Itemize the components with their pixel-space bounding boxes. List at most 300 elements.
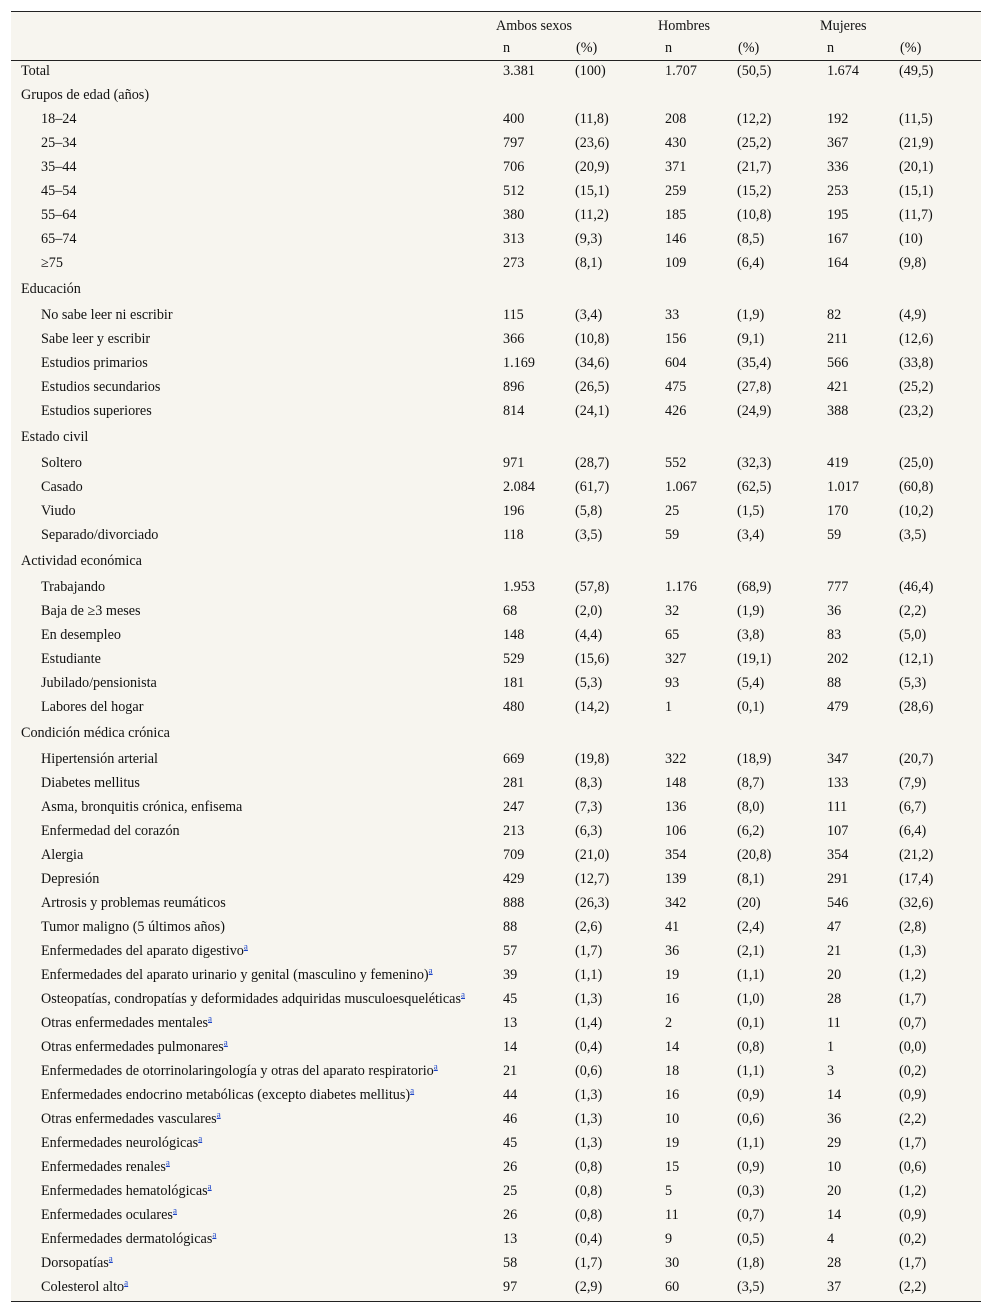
cell-pct: (11,2) (575, 207, 609, 223)
table-row (11, 965, 981, 989)
cell-pct: (1,7) (899, 991, 927, 1007)
cell-n: 259 (665, 183, 687, 199)
cell-n: 1.707 (665, 63, 697, 79)
cell-pct: (5,3) (899, 675, 927, 691)
cell-pct: (2,8) (899, 919, 927, 935)
cell-pct: (19,8) (575, 751, 610, 767)
table-row (11, 1013, 981, 1037)
table-row (11, 1253, 981, 1277)
cell-n: 59 (665, 527, 680, 543)
cell-pct: (1,4) (575, 1015, 603, 1031)
footnote-marker (124, 1277, 128, 1287)
cell-n: 167 (827, 231, 849, 247)
cell-pct: (25,2) (737, 135, 772, 151)
row-label-text: No sabe leer ni escribir (41, 307, 173, 323)
table-row (11, 697, 981, 721)
cell-pct: (0,0) (899, 1039, 927, 1055)
cell-pct: (8,3) (575, 775, 603, 791)
cell-pct: (35,4) (737, 355, 772, 371)
cell-pct: (4,9) (899, 307, 927, 323)
cell-pct: (26,3) (575, 895, 610, 911)
footnote-marker (244, 941, 248, 951)
footnote-marker (173, 1205, 177, 1215)
cell-n: 68 (503, 603, 518, 619)
cell-n: 28 (827, 1255, 842, 1271)
cell-pct: (12,2) (737, 111, 772, 127)
cell-pct: (1,1) (737, 1135, 765, 1151)
cell-n: 380 (503, 207, 525, 223)
table-row (11, 1109, 981, 1133)
row-label-text: Baja de ≥3 meses (41, 603, 141, 619)
cell-n: 322 (665, 751, 687, 767)
cell-n: 709 (503, 847, 525, 863)
cell-pct: (2,2) (899, 1279, 927, 1295)
row-label-text: Enfermedades dermatológicas (41, 1231, 213, 1247)
cell-n: 4 (827, 1231, 835, 1247)
cell-n: 59 (827, 527, 842, 543)
cell-pct: (60,8) (899, 479, 934, 495)
table-row (11, 773, 981, 797)
cell-n: 47 (827, 919, 842, 935)
cell-n: 115 (503, 307, 524, 323)
cell-n: 3.381 (503, 63, 535, 79)
footnote-marker (208, 1181, 212, 1191)
cell-pct: (1,7) (899, 1255, 927, 1271)
row-label (11, 1157, 495, 1181)
cell-pct: (8,0) (737, 799, 765, 815)
cell-pct: (33,8) (899, 355, 934, 371)
cell-n: 327 (665, 651, 687, 667)
row-label (11, 477, 495, 501)
cell-pct: (9,1) (737, 331, 765, 347)
cell-n: 706 (503, 159, 525, 175)
cell-pct (737, 549, 819, 577)
row-label-text: En desempleo (41, 627, 121, 643)
cell-n (495, 425, 575, 453)
section-row (11, 721, 981, 749)
row-label (11, 1109, 495, 1133)
cell-pct: (20,8) (737, 847, 772, 863)
cell-pct: (0,9) (899, 1207, 927, 1223)
cell-n: 195 (827, 207, 849, 223)
footnote-link[interactable]: a (216, 1109, 221, 1120)
row-label (11, 353, 495, 377)
footnote-marker (410, 1085, 414, 1095)
cell-pct: (6,4) (899, 823, 927, 839)
row-label (11, 1253, 495, 1277)
cell-pct: (5,0) (899, 627, 927, 643)
data-table-container (11, 11, 981, 1302)
cell-pct: (34,6) (575, 355, 610, 371)
table-row (11, 61, 981, 86)
cell-pct: (0,9) (899, 1087, 927, 1103)
cell-n: 13 (503, 1015, 518, 1031)
header-group-mujeres: Mujeres (820, 18, 867, 34)
cell-n: 10 (665, 1111, 680, 1127)
table-row (11, 869, 981, 893)
cell-pct: (28,6) (899, 699, 934, 715)
cell-n: 336 (827, 159, 849, 175)
cell-pct: (1,3) (575, 991, 603, 1007)
row-label-text: Actividad económica (21, 553, 142, 569)
footnote-link[interactable]: a (198, 1133, 203, 1144)
row-label-text: 65–74 (41, 231, 77, 247)
cell-n: 36 (665, 943, 680, 959)
cell-pct: (49,5) (899, 63, 934, 79)
cell-pct: (4,4) (575, 627, 603, 643)
cell-n: 475 (665, 379, 687, 395)
row-label-text: Total (21, 63, 50, 79)
cell-pct: (0,7) (737, 1207, 765, 1223)
table-row (11, 157, 981, 181)
cell-pct: (10,8) (737, 207, 772, 223)
table-row (11, 1157, 981, 1181)
footnote-link[interactable]: a (124, 1277, 129, 1288)
footnote-link[interactable]: a (165, 1157, 170, 1168)
cell-pct: (15,1) (899, 183, 934, 199)
cell-n: 888 (503, 895, 525, 911)
cell-n: 16 (665, 1087, 680, 1103)
cell-n: 192 (827, 111, 849, 127)
cell-pct (575, 85, 657, 109)
table-row (11, 501, 981, 525)
cell-pct: (57,8) (575, 579, 610, 595)
table-row (11, 845, 981, 869)
row-label-text: Grupos de edad (años) (21, 87, 150, 103)
row-label-text: Estudios secundarios (41, 379, 161, 395)
row-label-text: Diabetes mellitus (41, 775, 140, 791)
cell-n: 146 (665, 231, 687, 247)
cell-pct: (1,2) (899, 1183, 927, 1199)
row-label-text: Alergia (41, 847, 84, 863)
cell-n (657, 277, 737, 305)
cell-n: 39 (503, 967, 518, 983)
cell-pct: (20) (737, 895, 761, 911)
footnote-link[interactable]: a (223, 1037, 228, 1048)
cell-n: 14 (827, 1207, 842, 1223)
cell-pct: (24,9) (737, 403, 772, 419)
cell-n: 20 (827, 1183, 842, 1199)
cell-n: 106 (665, 823, 687, 839)
row-label-text: Asma, bronquitis crónica, enfisema (41, 799, 243, 815)
cell-pct: (46,4) (899, 579, 934, 595)
row-label-text: Estudiante (41, 651, 101, 667)
row-label-text: ≥75 (41, 255, 63, 271)
cell-n: 88 (827, 675, 842, 691)
cell-pct (899, 85, 981, 109)
row-label-text: Enfermedades del aparato urinario y genital (masculino y femenino) (41, 967, 429, 983)
cell-n: 181 (503, 675, 525, 691)
cell-n: 36 (827, 603, 842, 619)
table-row (11, 329, 981, 353)
cell-pct: (9,8) (899, 255, 927, 271)
cell-n: 107 (827, 823, 849, 839)
cell-pct: (6,7) (899, 799, 927, 815)
cell-n: 797 (503, 135, 525, 151)
row-label (11, 625, 495, 649)
row-label-text: Educación (21, 281, 81, 297)
cell-n: 19 (665, 967, 680, 983)
cell-pct (575, 549, 657, 577)
cell-n: 148 (665, 775, 687, 791)
table-row (11, 941, 981, 965)
cell-n: 814 (503, 403, 525, 419)
cell-pct: (25,2) (899, 379, 934, 395)
table-row (11, 305, 981, 329)
row-label-text: Hipertensión arterial (41, 751, 158, 767)
row-label (11, 917, 495, 941)
cell-pct: (12,1) (899, 651, 934, 667)
row-label-text: Viudo (41, 503, 76, 519)
table-row (11, 749, 981, 773)
cell-n: 18 (665, 1063, 680, 1079)
row-label (11, 845, 495, 869)
header-group-hombres: Hombres (658, 18, 711, 34)
section-row (11, 425, 981, 453)
cell-pct: (1,0) (737, 991, 765, 1007)
footnote-link[interactable]: a (243, 941, 248, 952)
row-label (11, 109, 495, 133)
row-label (11, 941, 495, 965)
cell-n: 118 (503, 527, 524, 543)
cell-n: 21 (503, 1063, 518, 1079)
cell-pct: (24,1) (575, 403, 610, 419)
table-row (11, 477, 981, 501)
table-row (11, 401, 981, 425)
section-row (11, 277, 981, 305)
cell-n: 552 (665, 455, 687, 471)
cell-pct: (25,0) (899, 455, 934, 471)
cell-pct (899, 549, 981, 577)
cell-n: 164 (827, 255, 849, 271)
row-label-text: Enfermedades del aparato digestivo (41, 943, 244, 959)
row-label-text: Enfermedades de otorrinolaringología y otras del aparato respiratorio (41, 1063, 434, 1079)
cell-pct: (1,7) (899, 1135, 927, 1151)
cell-n: 14 (827, 1087, 842, 1103)
cell-n: 371 (665, 159, 687, 175)
cell-n: 14 (665, 1039, 680, 1055)
table-row (11, 797, 981, 821)
cell-n: 83 (827, 627, 842, 643)
cell-pct: (2,6) (575, 919, 603, 935)
footnote-marker (166, 1157, 170, 1167)
row-label-text: Otras enfermedades vasculares (41, 1111, 217, 1127)
section-label (11, 549, 495, 577)
cell-n: 1.067 (665, 479, 697, 495)
section-label (11, 277, 495, 305)
row-label-text: Estado civil (21, 429, 89, 445)
cell-pct: (5,4) (737, 675, 765, 691)
cell-n: 11 (665, 1207, 679, 1223)
footnote-link[interactable]: a (461, 989, 465, 1000)
cell-pct: (2,1) (737, 943, 765, 959)
cell-n: 1.674 (827, 63, 859, 79)
row-label (11, 749, 495, 773)
cell-pct: (15,6) (575, 651, 610, 667)
cell-pct: (1,1) (575, 967, 603, 983)
row-label (11, 157, 495, 181)
header-empty (11, 12, 495, 39)
row-label-text: 55–64 (41, 207, 77, 223)
cell-n: 281 (503, 775, 525, 791)
cell-pct: (3,4) (737, 527, 765, 543)
cell-n: 136 (665, 799, 687, 815)
cell-n: 347 (827, 751, 849, 767)
row-label (11, 893, 495, 917)
row-label (11, 377, 495, 401)
cell-pct (737, 85, 819, 109)
cell-pct: (27,8) (737, 379, 772, 395)
cell-pct: (5,8) (575, 503, 603, 519)
cell-n: 26 (503, 1159, 518, 1175)
cell-n: 97 (503, 1279, 518, 1295)
cell-n: 109 (665, 255, 687, 271)
table-row (11, 1181, 981, 1205)
cell-pct (737, 277, 819, 305)
cell-n: 170 (827, 503, 849, 519)
cell-pct: (61,7) (575, 479, 610, 495)
row-label-text: 35–44 (41, 159, 77, 175)
cell-pct: (7,9) (899, 775, 927, 791)
row-label (11, 205, 495, 229)
footnote-link[interactable]: a (410, 1085, 415, 1096)
cell-n: 5 (665, 1183, 673, 1199)
cell-n: 156 (665, 331, 687, 347)
cell-n: 44 (503, 1087, 518, 1103)
cell-pct: (3,4) (575, 307, 603, 323)
cell-pct: (32,6) (899, 895, 934, 911)
cell-pct: (0,1) (737, 699, 765, 715)
row-label (11, 329, 495, 353)
cell-pct: (6,2) (737, 823, 765, 839)
row-label-text: Estudios primarios (41, 355, 148, 371)
row-label (11, 1085, 495, 1109)
row-label (11, 61, 495, 86)
cell-n: 426 (665, 403, 687, 419)
cell-pct: (26,5) (575, 379, 610, 395)
cell-n (657, 721, 737, 749)
footnote-link[interactable]: a (208, 1013, 213, 1024)
cell-n: 3 (827, 1063, 835, 1079)
cell-pct (575, 721, 657, 749)
cell-pct: (20,1) (899, 159, 934, 175)
row-label (11, 1205, 495, 1229)
table-row (11, 893, 981, 917)
row-label (11, 773, 495, 797)
cell-pct: (0,6) (899, 1159, 927, 1175)
cell-n: 1 (827, 1039, 835, 1055)
cell-n: 1 (665, 699, 673, 715)
cell-n: 82 (827, 307, 842, 323)
cell-pct: (18,9) (737, 751, 772, 767)
footnote-link[interactable]: a (212, 1229, 217, 1240)
table-row (11, 1133, 981, 1157)
row-label-text: Casado (41, 479, 83, 495)
footnote-link[interactable]: a (433, 1061, 438, 1072)
row-label (11, 601, 495, 625)
table-row (11, 205, 981, 229)
cell-n: 430 (665, 135, 687, 151)
cell-n (819, 277, 899, 305)
footnote-marker (208, 1013, 212, 1023)
cell-pct: (15,2) (737, 183, 772, 199)
cell-pct: (23,6) (575, 135, 610, 151)
cell-pct: (1,5) (737, 503, 765, 519)
cell-n: 2 (665, 1015, 673, 1031)
cell-n (819, 425, 899, 453)
table-row (11, 1205, 981, 1229)
table-row (11, 1085, 981, 1109)
cell-pct: (8,5) (737, 231, 765, 247)
header-sub-n: n (665, 40, 673, 56)
cell-pct: (17,4) (899, 871, 934, 887)
row-label-text: Soltero (41, 455, 82, 471)
table-row (11, 133, 981, 157)
cell-pct: (1,1) (737, 967, 765, 983)
table-row (11, 525, 981, 549)
cell-n: 19 (665, 1135, 680, 1151)
cell-n: 16 (665, 991, 680, 1007)
cell-pct: (28,7) (575, 455, 610, 471)
cell-pct: (12,6) (899, 331, 934, 347)
footnote-link[interactable]: a (172, 1205, 177, 1216)
cell-pct: (3,5) (899, 527, 927, 543)
cell-n: 211 (827, 331, 848, 347)
cell-pct: (1,9) (737, 307, 765, 323)
cell-n: 20 (827, 967, 842, 983)
footnote-link[interactable]: a (428, 965, 433, 976)
cell-n: 111 (827, 799, 848, 815)
cell-n: 46 (503, 1111, 518, 1127)
cell-pct: (5,3) (575, 675, 603, 691)
cell-pct: (0,2) (899, 1231, 927, 1247)
footnote-marker (429, 965, 433, 975)
cell-n: 388 (827, 403, 849, 419)
row-label (11, 869, 495, 893)
row-label (11, 649, 495, 673)
cell-pct: (21,0) (575, 847, 610, 863)
footnote-link[interactable]: a (108, 1253, 113, 1264)
cell-pct: (8,1) (575, 255, 603, 271)
cell-pct: (11,7) (899, 207, 933, 223)
row-label (11, 821, 495, 845)
table-row (11, 989, 981, 1013)
cell-pct: (10,8) (575, 331, 610, 347)
cell-n: 14 (503, 1039, 518, 1055)
cell-pct: (14,2) (575, 699, 610, 715)
cell-n: 185 (665, 207, 687, 223)
cell-n: 37 (827, 1279, 842, 1295)
cell-n: 1.176 (665, 579, 697, 595)
cell-pct: (3,5) (575, 527, 603, 543)
table-row (11, 625, 981, 649)
table-row (11, 821, 981, 845)
cell-pct: (0,4) (575, 1231, 603, 1247)
row-label (11, 1013, 495, 1037)
cell-pct: (1,9) (737, 603, 765, 619)
footnote-link[interactable]: a (207, 1181, 212, 1192)
cell-pct: (2,4) (737, 919, 765, 935)
cell-n: 777 (827, 579, 849, 595)
row-label (11, 501, 495, 525)
row-label (11, 965, 495, 989)
cell-n: 133 (827, 775, 849, 791)
cell-n: 33 (665, 307, 680, 323)
table-header (11, 12, 981, 61)
row-label (11, 1181, 495, 1205)
cell-n: 57 (503, 943, 518, 959)
cell-n: 342 (665, 895, 687, 911)
